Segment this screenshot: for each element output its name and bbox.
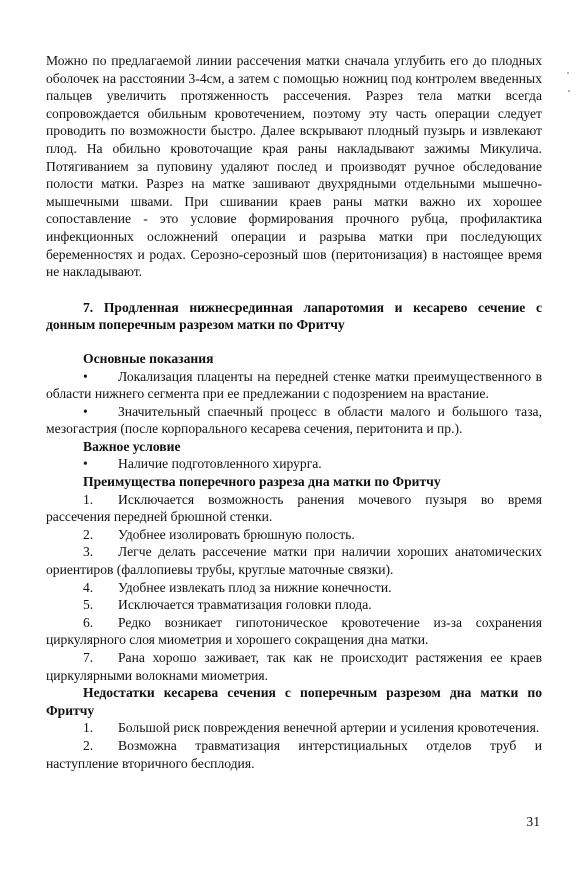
scan-speck	[568, 90, 570, 92]
disadvantages-title: Недостатки кесарева сечения с поперечным разрезом дна матки по Фритчу	[46, 685, 542, 718]
condition-item: • Наличие подготовленного хирурга.	[83, 456, 322, 472]
scan-speck	[567, 72, 569, 74]
advantage-item: 2. Удобнее изолировать брюшную полость.	[83, 526, 355, 542]
advantage-item: 4. Удобнее извлекать плод за нижние конечности.	[83, 579, 392, 595]
advantage-item: 7. Рана хорошо заживает, так как не происходит растяжения ее краев циркулярными волокнами миометрия.	[46, 650, 542, 683]
section-title: 7. Продленная нижнесрединная лапаротомия и кесарево сечение с донным поперечным разрезом матки по Фритчу	[46, 299, 542, 333]
disadvantage-item: 2. Возможна травматизация интерстициальных отделов труб и наступление вторичного бесплодия.	[46, 737, 542, 771]
condition-title: Важное условие	[83, 438, 181, 454]
page-number: 31	[526, 814, 540, 829]
indication-item: • Значительный спаечный процесс в области малого и большого таза, мезогастрия (после корпорального кесарева сечения, перитонита и пр.).	[46, 403, 542, 437]
intro-paragraph: Можно по предлагаемой линии рассечения матки сначала углубить его до плодных оболочек на расстоянии 3-4см, а затем с помощью ножниц под контролем введенных пальцев увеличить протяженность рассечения. Разрез тела матки всегда сопровождается обильным кровотечением, поэтому эту часть операции следует проводить по возможности быстро. Далее вскрывают плодный пузырь и извлекают плод. На обильно кровоточащие края раны накладывают зажимы Микулича. Потягиванием за пуповину удаляют послед и производят ручное обследование полости матки. Разрез на матке зашивают двухрядными отдельными мышечно-мышечными швами. При сшивании краев раны матки важно их хорошее сопоставление - это условие формирования прочного рубца, профилактика инфекционных осложнений операции и разрыва матки при последующих беременностях и родах. Серозно-серозный шов (перитонизация) в настоящее время не накладывают.	[46, 53, 542, 280]
advantage-item: 6. Редко возникает гипотоническое кровотечение из-за сохранения циркулярного слоя миометрия и хорошего сокращения дна матки.	[46, 614, 542, 648]
indications-title: Основные показания	[83, 350, 214, 366]
bullet-icon: •	[83, 403, 88, 419]
bullet-icon: •	[83, 456, 88, 472]
advantage-item: 1. Исключается возможность ранения мочевого пузыря во время рассечения передней брюшной стенки.	[46, 491, 542, 525]
advantage-item: 5. Исключается травматизация головки плода.	[83, 597, 372, 613]
advantages-title: Преимущества поперечного разреза дна матки по Фритчу	[83, 474, 441, 490]
advantage-item: 3. Легче делать рассечение матки при наличии хороших анатомических ориентиров (фаллопиевы трубы, круглые маточные связки).	[46, 544, 542, 578]
page-body	[46, 52, 542, 772]
indication-item: • Локализация плаценты на передней стенке матки преимущественного в области нижнего сегмента при ее предлежании с подозрением на врастание.	[46, 368, 542, 402]
disadvantage-item: 1. Большой риск повреждения венечной артерии и усиления кровотечения.	[83, 720, 540, 736]
bullet-icon: •	[83, 368, 88, 384]
